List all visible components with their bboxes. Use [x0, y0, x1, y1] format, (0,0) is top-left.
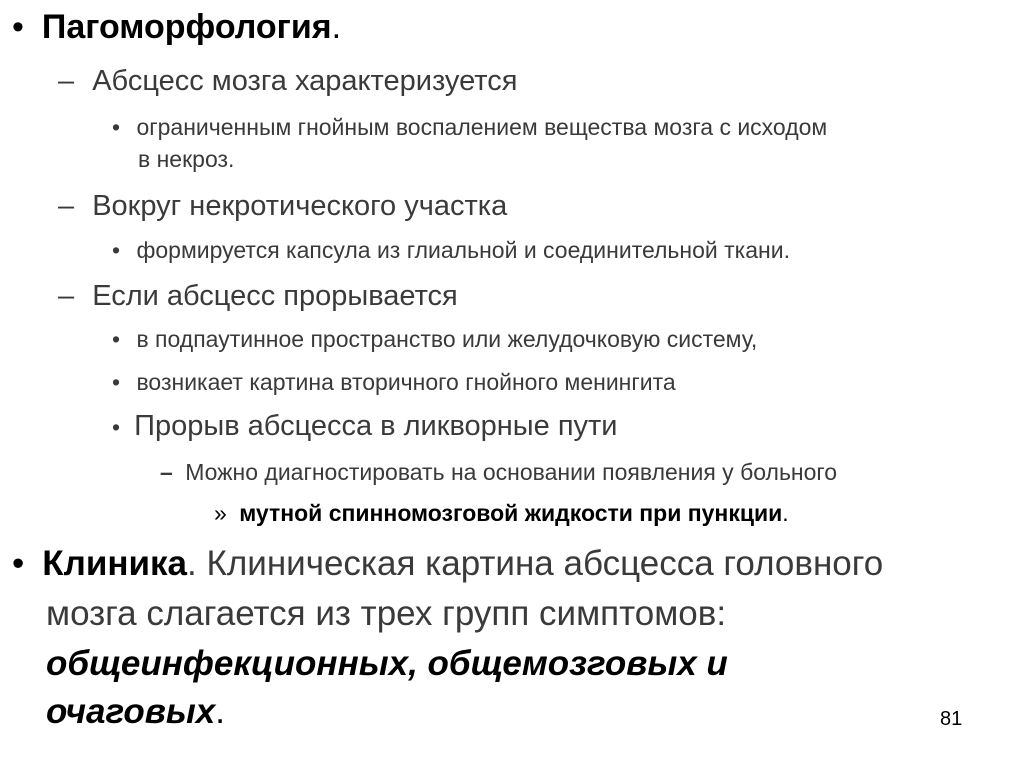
- bullet: •: [112, 369, 121, 395]
- item-text: Вокруг некротического участка: [92, 190, 508, 222]
- bullet: •: [112, 237, 121, 263]
- list-item: [112, 410, 618, 443]
- section2-title: Клиника: [42, 544, 188, 583]
- item-text: возникает картина вторичного гнойного менингита: [136, 369, 676, 395]
- section2-line3: [46, 642, 728, 686]
- item-text: мутной спинномозговой жидкости при пункции: [239, 500, 783, 526]
- bullet: •: [12, 544, 25, 583]
- item-text: ограниченным гнойным воспалением вещества мозга с исходом: [136, 114, 828, 140]
- item-text: Абсцесс мозга характеризуется: [92, 65, 518, 97]
- item-text: Прорыв абсцесса в ликворные пути: [134, 410, 618, 442]
- list-item: [58, 280, 458, 313]
- list-item: [214, 500, 789, 527]
- section2-line4: [46, 690, 225, 734]
- page-number: 81: [940, 708, 963, 730]
- section1-heading-line: [12, 8, 341, 47]
- dash-marker: –: [58, 280, 75, 312]
- title-suffix: .: [331, 8, 342, 46]
- section2-line1: [12, 542, 883, 586]
- section2-text: . Клиническая картина абсцесса головного: [187, 544, 884, 583]
- list-item: [58, 190, 507, 223]
- section2-text: мозга слагается из трех групп симптомов:: [46, 594, 727, 633]
- bullet: •: [112, 414, 121, 440]
- item-text: формируется капсула из глиальной и соединительной ткани.: [136, 237, 790, 263]
- section1-title: Пагоморфология: [41, 8, 332, 46]
- bullet: •: [112, 326, 121, 352]
- item-text: в подпаутинное пространство или желудочковую систему,: [136, 326, 758, 352]
- section2-emphasis: общеинфекционных, общемозговых и: [46, 644, 728, 683]
- item-text: Можно диагностировать на основании появления у больного: [185, 459, 838, 485]
- bullet: •: [12, 8, 24, 46]
- item-text: Если абсцесс прорывается: [92, 280, 458, 312]
- section2-line2: [46, 592, 726, 636]
- list-item: [58, 65, 517, 98]
- item-text: в некроз.: [138, 146, 235, 172]
- list-item: [112, 114, 827, 141]
- section2-suffix: .: [215, 692, 225, 731]
- list-item: [112, 326, 757, 353]
- bullet: •: [112, 114, 121, 140]
- section2-emphasis: очаговых: [46, 692, 216, 731]
- list-item: [112, 237, 790, 264]
- quote-marker: »: [214, 500, 227, 526]
- item-suffix: .: [782, 500, 789, 526]
- list-item-continuation: [138, 146, 234, 173]
- list-item: [160, 459, 837, 486]
- list-item: [112, 369, 676, 396]
- dash-marker: –: [58, 190, 75, 222]
- dash-marker: –: [58, 65, 75, 97]
- dash-marker: –: [160, 459, 173, 485]
